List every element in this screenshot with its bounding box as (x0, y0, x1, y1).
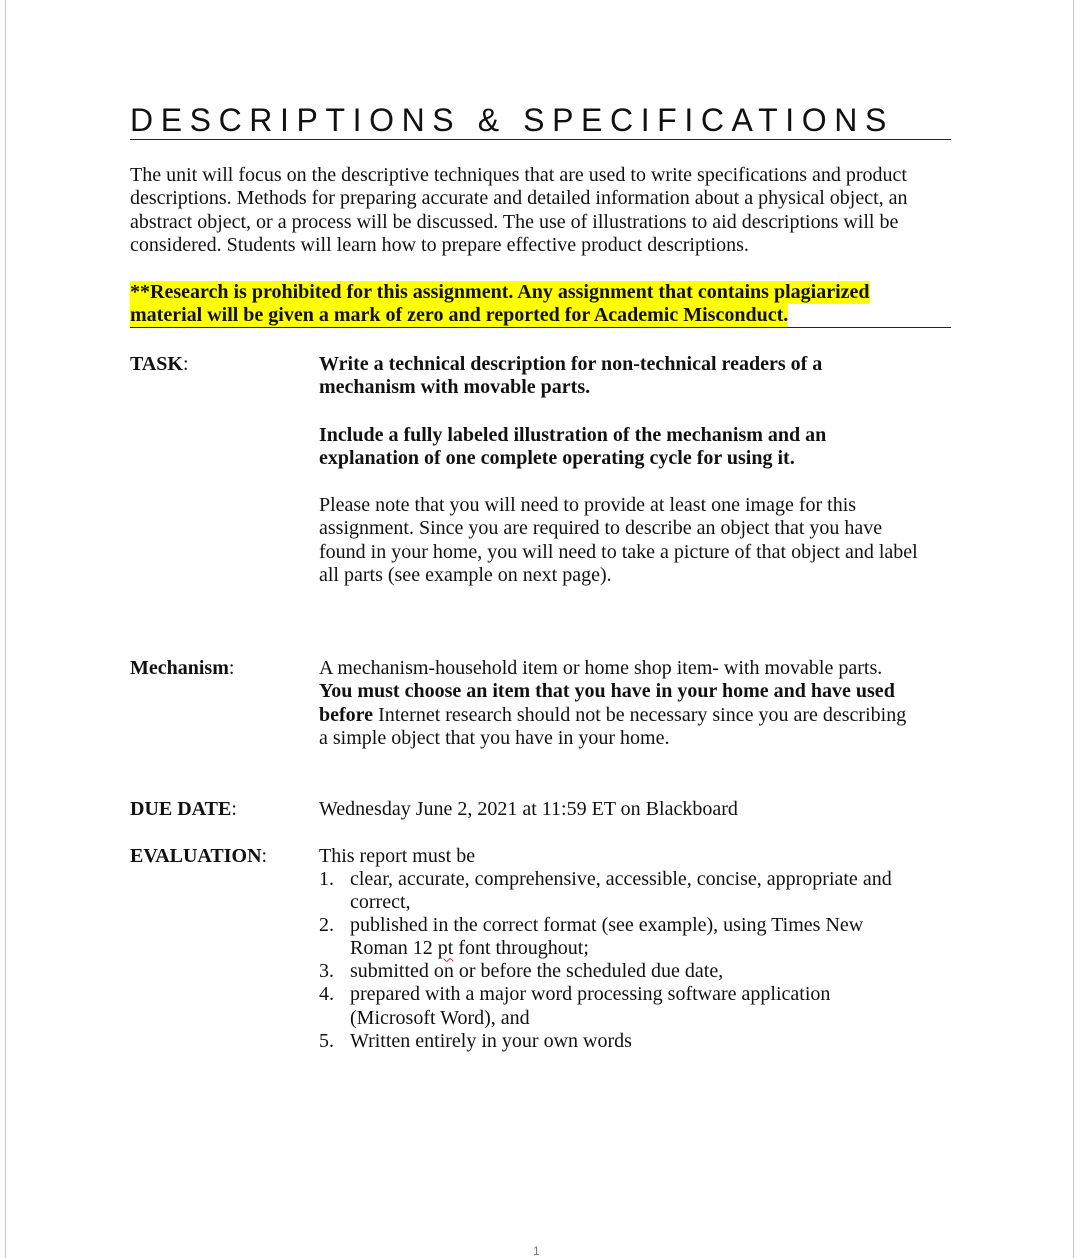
page-number: 1 (533, 1244, 540, 1258)
warning-line: material will be given a mark of zero and reported for Academic Misconduct. (130, 304, 789, 326)
task-line: Include a fully labeled illustration of the mechanism and an (319, 424, 827, 446)
note-line: assignment. Since you are required to describe an object that you have (319, 517, 883, 540)
page-title: DESCRIPTIONS & SPECIFICATIONS (130, 102, 894, 138)
page-edge-right (1073, 0, 1074, 1258)
mechanism-content (319, 657, 959, 750)
task-label: TASK: (130, 353, 189, 375)
mechanism-line: a simple object that you have in your home. (319, 726, 670, 749)
mechanism-line: before Internet research should not be necessary since you are describing (319, 703, 907, 726)
note-line: Please note that you will need to provide at least one image for this (319, 494, 857, 516)
task-note (319, 494, 959, 587)
warning-line: **Research is prohibited for this assignment. Any assignment that contains plagiarized (130, 281, 870, 303)
list-item: 5. Written entirely in your own words (319, 1029, 632, 1052)
due-date-value: Wednesday June 2, 2021 at 11:59 ET on Blackboard (319, 798, 738, 820)
warning-rule (130, 327, 951, 328)
task-line: Write a technical description for non-technical readers of a (319, 353, 823, 375)
task-illustration-requirement (319, 424, 959, 471)
task-line: explanation of one complete operating cycle for using it. (319, 447, 795, 470)
intro-line: The unit will focus on the descriptive techniques that are used to write specifications and product (130, 164, 907, 186)
due-date-label: DUE DATE: (130, 798, 237, 820)
evaluation-intro: This report must be (319, 845, 476, 867)
list-item: 4. prepared with a major word processing software application (Microsoft Word), and (319, 983, 831, 1029)
task-line: mechanism with movable parts. (319, 376, 591, 399)
note-line: all parts (see example on next page). (319, 563, 612, 586)
intro-line: descriptions. Methods for preparing accurate and detailed information about a physical object, an (130, 187, 908, 210)
plagiarism-warning (130, 281, 870, 327)
intro-line: abstract object, or a process will be discussed. The use of illustrations to aid descriptions will be (130, 210, 899, 233)
intro-line: considered. Students will learn how to prepare effective product descriptions. (130, 233, 749, 256)
page-edge-left (5, 0, 6, 1258)
note-line: found in your home, you will need to take a picture of that object and label (319, 540, 918, 563)
title-rule (130, 139, 951, 140)
evaluation-label: EVALUATION: (130, 845, 268, 867)
mechanism-line: A mechanism-household item or home shop item- with movable parts. (319, 657, 883, 679)
mechanism-label: Mechanism: (130, 657, 235, 679)
task-content (319, 353, 959, 400)
intro-paragraph (130, 164, 960, 257)
list-item: 3. submitted on or before the scheduled due date, (319, 960, 724, 983)
list-item: 1. clear, accurate, comprehensive, accessible, concise, appropriate and correct, (319, 868, 892, 914)
list-item: 2. published in the correct format (see example), using Times New Roman 12 pt font throughout; (319, 914, 864, 960)
spellcheck-underline: pt (437, 937, 454, 960)
mechanism-line: You must choose an item that you have in your home and have used (319, 680, 895, 703)
evaluation-list (319, 868, 892, 1053)
